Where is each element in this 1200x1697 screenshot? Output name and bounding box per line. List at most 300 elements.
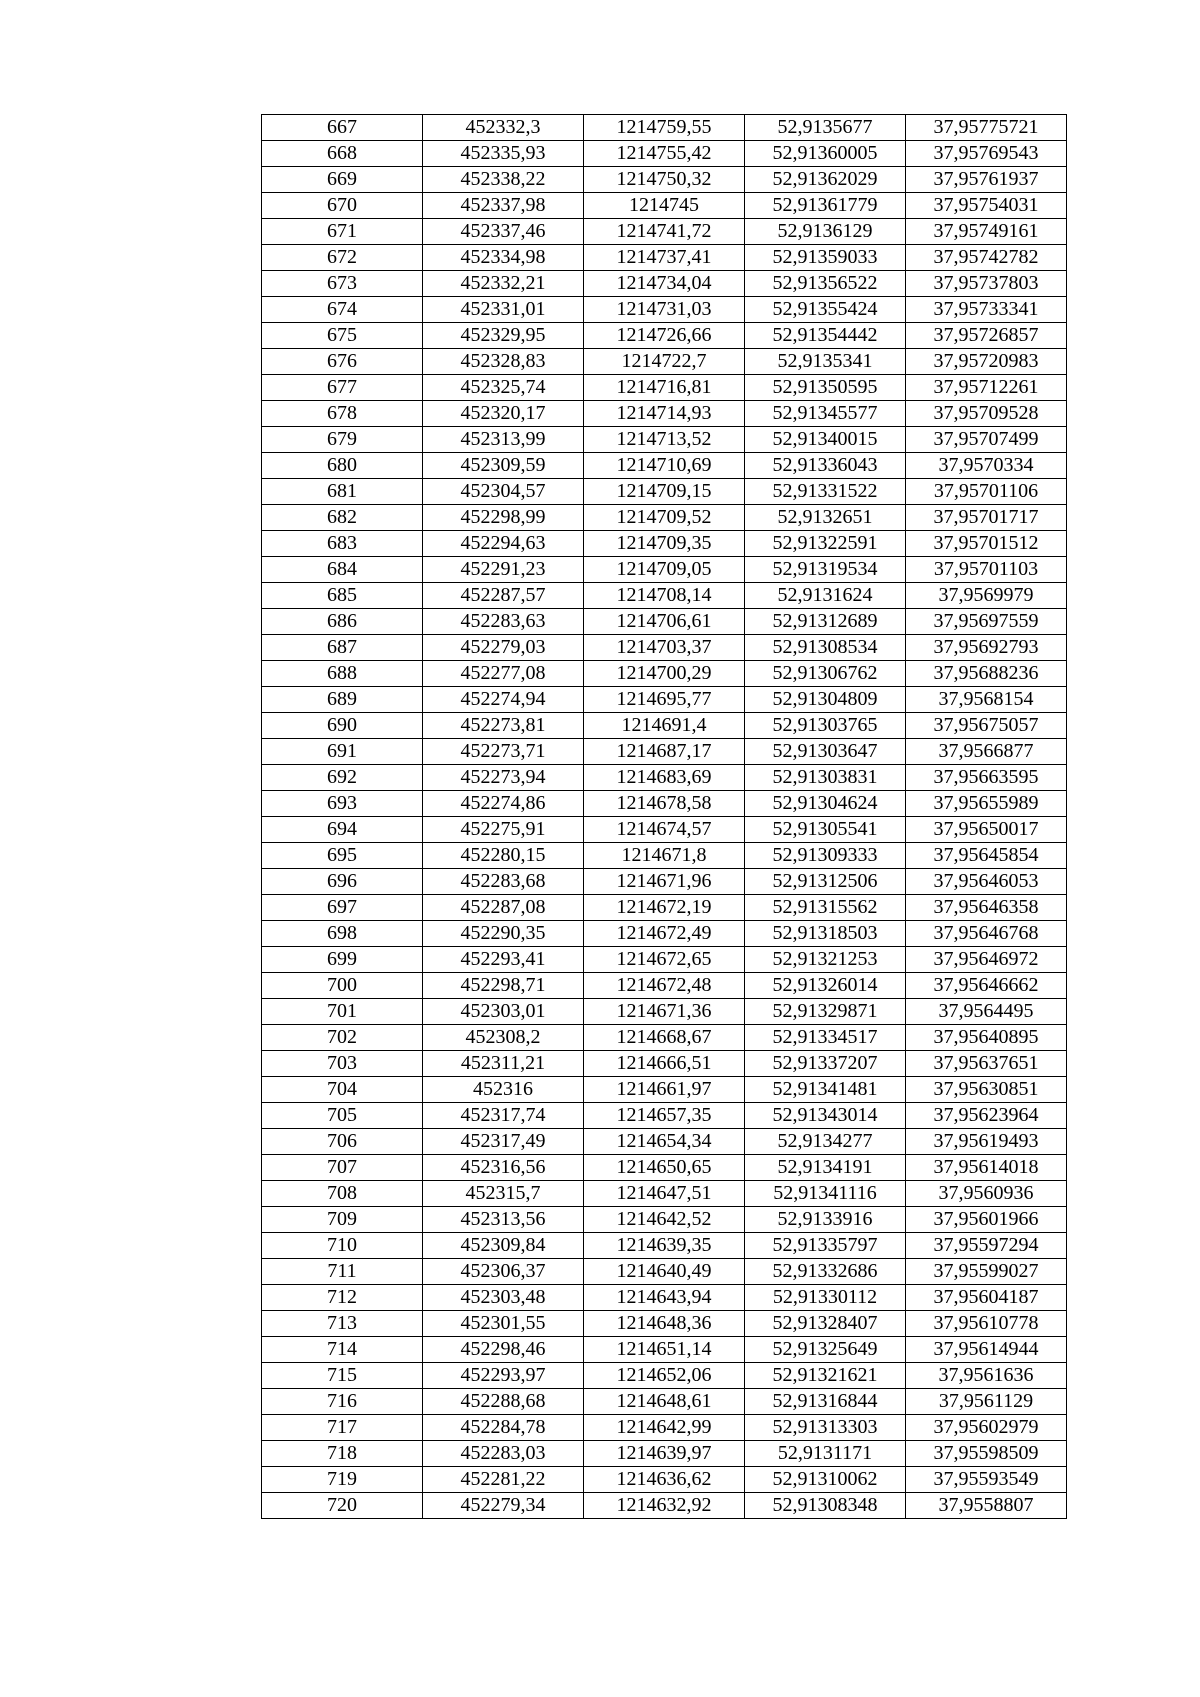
point-number-cell: 694 xyxy=(262,817,423,843)
longitude-cell: 37,95650017 xyxy=(906,817,1067,843)
x-coordinate-cell: 452320,17 xyxy=(423,401,584,427)
latitude-cell: 52,91321621 xyxy=(745,1363,906,1389)
y-coordinate-cell: 1214672,48 xyxy=(584,973,745,999)
point-number-cell: 684 xyxy=(262,557,423,583)
x-coordinate-cell: 452274,94 xyxy=(423,687,584,713)
point-number-cell: 678 xyxy=(262,401,423,427)
table-row xyxy=(262,167,1067,193)
x-coordinate-cell: 452311,21 xyxy=(423,1051,584,1077)
longitude-cell: 37,95701106 xyxy=(906,479,1067,505)
y-coordinate-cell: 1214639,35 xyxy=(584,1233,745,1259)
longitude-cell: 37,95645854 xyxy=(906,843,1067,869)
x-coordinate-cell: 452306,37 xyxy=(423,1259,584,1285)
table-row xyxy=(262,583,1067,609)
latitude-cell: 52,91318503 xyxy=(745,921,906,947)
latitude-cell: 52,91306762 xyxy=(745,661,906,687)
latitude-cell: 52,9134277 xyxy=(745,1129,906,1155)
latitude-cell: 52,91341116 xyxy=(745,1181,906,1207)
y-coordinate-cell: 1214643,94 xyxy=(584,1285,745,1311)
table-row xyxy=(262,843,1067,869)
latitude-cell: 52,91341481 xyxy=(745,1077,906,1103)
table-row xyxy=(262,193,1067,219)
y-coordinate-cell: 1214708,14 xyxy=(584,583,745,609)
longitude-cell: 37,9569979 xyxy=(906,583,1067,609)
latitude-cell: 52,91308534 xyxy=(745,635,906,661)
table-row xyxy=(262,323,1067,349)
table-row xyxy=(262,453,1067,479)
latitude-cell: 52,91343014 xyxy=(745,1103,906,1129)
longitude-cell: 37,95601966 xyxy=(906,1207,1067,1233)
point-number-cell: 681 xyxy=(262,479,423,505)
y-coordinate-cell: 1214745 xyxy=(584,193,745,219)
latitude-cell: 52,91336043 xyxy=(745,453,906,479)
point-number-cell: 708 xyxy=(262,1181,423,1207)
point-number-cell: 710 xyxy=(262,1233,423,1259)
y-coordinate-cell: 1214722,7 xyxy=(584,349,745,375)
y-coordinate-cell: 1214713,52 xyxy=(584,427,745,453)
point-number-cell: 699 xyxy=(262,947,423,973)
longitude-cell: 37,95707499 xyxy=(906,427,1067,453)
y-coordinate-cell: 1214671,96 xyxy=(584,869,745,895)
y-coordinate-cell: 1214709,15 xyxy=(584,479,745,505)
longitude-cell: 37,9561129 xyxy=(906,1389,1067,1415)
x-coordinate-cell: 452288,68 xyxy=(423,1389,584,1415)
x-coordinate-cell: 452279,34 xyxy=(423,1493,584,1519)
y-coordinate-cell: 1214709,52 xyxy=(584,505,745,531)
table-row xyxy=(262,921,1067,947)
table-row xyxy=(262,297,1067,323)
y-coordinate-cell: 1214672,19 xyxy=(584,895,745,921)
x-coordinate-cell: 452315,7 xyxy=(423,1181,584,1207)
latitude-cell: 52,91303765 xyxy=(745,713,906,739)
longitude-cell: 37,95737803 xyxy=(906,271,1067,297)
latitude-cell: 52,91312506 xyxy=(745,869,906,895)
point-number-cell: 707 xyxy=(262,1155,423,1181)
y-coordinate-cell: 1214709,05 xyxy=(584,557,745,583)
latitude-cell: 52,91305541 xyxy=(745,817,906,843)
point-number-cell: 703 xyxy=(262,1051,423,1077)
point-number-cell: 714 xyxy=(262,1337,423,1363)
latitude-cell: 52,91361779 xyxy=(745,193,906,219)
latitude-cell: 52,9135341 xyxy=(745,349,906,375)
longitude-cell: 37,95646662 xyxy=(906,973,1067,999)
x-coordinate-cell: 452291,23 xyxy=(423,557,584,583)
y-coordinate-cell: 1214726,66 xyxy=(584,323,745,349)
longitude-cell: 37,95709528 xyxy=(906,401,1067,427)
point-number-cell: 669 xyxy=(262,167,423,193)
latitude-cell: 52,91316844 xyxy=(745,1389,906,1415)
latitude-cell: 52,9136129 xyxy=(745,219,906,245)
point-number-cell: 704 xyxy=(262,1077,423,1103)
y-coordinate-cell: 1214648,61 xyxy=(584,1389,745,1415)
table-row xyxy=(262,1415,1067,1441)
point-number-cell: 713 xyxy=(262,1311,423,1337)
table-row xyxy=(262,1025,1067,1051)
table-row xyxy=(262,765,1067,791)
y-coordinate-cell: 1214741,72 xyxy=(584,219,745,245)
x-coordinate-cell: 452313,99 xyxy=(423,427,584,453)
point-number-cell: 715 xyxy=(262,1363,423,1389)
point-number-cell: 674 xyxy=(262,297,423,323)
latitude-cell: 52,91303831 xyxy=(745,765,906,791)
x-coordinate-cell: 452273,71 xyxy=(423,739,584,765)
longitude-cell: 37,95646768 xyxy=(906,921,1067,947)
y-coordinate-cell: 1214657,35 xyxy=(584,1103,745,1129)
table-row xyxy=(262,1285,1067,1311)
point-number-cell: 720 xyxy=(262,1493,423,1519)
x-coordinate-cell: 452279,03 xyxy=(423,635,584,661)
x-coordinate-cell: 452283,03 xyxy=(423,1441,584,1467)
longitude-cell: 37,95726857 xyxy=(906,323,1067,349)
point-number-cell: 705 xyxy=(262,1103,423,1129)
point-number-cell: 685 xyxy=(262,583,423,609)
table-row xyxy=(262,947,1067,973)
point-number-cell: 689 xyxy=(262,687,423,713)
y-coordinate-cell: 1214639,97 xyxy=(584,1441,745,1467)
longitude-cell: 37,95602979 xyxy=(906,1415,1067,1441)
y-coordinate-cell: 1214647,51 xyxy=(584,1181,745,1207)
y-coordinate-cell: 1214683,69 xyxy=(584,765,745,791)
x-coordinate-cell: 452274,86 xyxy=(423,791,584,817)
point-number-cell: 701 xyxy=(262,999,423,1025)
x-coordinate-cell: 452317,49 xyxy=(423,1129,584,1155)
table-row xyxy=(262,1129,1067,1155)
latitude-cell: 52,91329871 xyxy=(745,999,906,1025)
y-coordinate-cell: 1214661,97 xyxy=(584,1077,745,1103)
table-row xyxy=(262,557,1067,583)
table-row xyxy=(262,479,1067,505)
longitude-cell: 37,95720983 xyxy=(906,349,1067,375)
longitude-cell: 37,9558807 xyxy=(906,1493,1067,1519)
latitude-cell: 52,9131171 xyxy=(745,1441,906,1467)
x-coordinate-cell: 452283,63 xyxy=(423,609,584,635)
longitude-cell: 37,95593549 xyxy=(906,1467,1067,1493)
table-row xyxy=(262,375,1067,401)
x-coordinate-cell: 452329,95 xyxy=(423,323,584,349)
x-coordinate-cell: 452275,91 xyxy=(423,817,584,843)
longitude-cell: 37,95623964 xyxy=(906,1103,1067,1129)
x-coordinate-cell: 452301,55 xyxy=(423,1311,584,1337)
x-coordinate-cell: 452309,59 xyxy=(423,453,584,479)
x-coordinate-cell: 452283,68 xyxy=(423,869,584,895)
latitude-cell: 52,9133916 xyxy=(745,1207,906,1233)
x-coordinate-cell: 452304,57 xyxy=(423,479,584,505)
x-coordinate-cell: 452338,22 xyxy=(423,167,584,193)
y-coordinate-cell: 1214734,04 xyxy=(584,271,745,297)
x-coordinate-cell: 452328,83 xyxy=(423,349,584,375)
latitude-cell: 52,91319534 xyxy=(745,557,906,583)
latitude-cell: 52,91308348 xyxy=(745,1493,906,1519)
x-coordinate-cell: 452293,97 xyxy=(423,1363,584,1389)
latitude-cell: 52,91345577 xyxy=(745,401,906,427)
longitude-cell: 37,95733341 xyxy=(906,297,1067,323)
longitude-cell: 37,95604187 xyxy=(906,1285,1067,1311)
table-row xyxy=(262,661,1067,687)
point-number-cell: 682 xyxy=(262,505,423,531)
longitude-cell: 37,95630851 xyxy=(906,1077,1067,1103)
longitude-cell: 37,95655989 xyxy=(906,791,1067,817)
y-coordinate-cell: 1214709,35 xyxy=(584,531,745,557)
latitude-cell: 52,91310062 xyxy=(745,1467,906,1493)
longitude-cell: 37,95697559 xyxy=(906,609,1067,635)
longitude-cell: 37,95701103 xyxy=(906,557,1067,583)
point-number-cell: 672 xyxy=(262,245,423,271)
point-number-cell: 679 xyxy=(262,427,423,453)
y-coordinate-cell: 1214750,32 xyxy=(584,167,745,193)
longitude-cell: 37,95775721 xyxy=(906,115,1067,141)
point-number-cell: 711 xyxy=(262,1259,423,1285)
latitude-cell: 52,91328407 xyxy=(745,1311,906,1337)
x-coordinate-cell: 452298,46 xyxy=(423,1337,584,1363)
x-coordinate-cell: 452317,74 xyxy=(423,1103,584,1129)
y-coordinate-cell: 1214755,42 xyxy=(584,141,745,167)
latitude-cell: 52,91350595 xyxy=(745,375,906,401)
point-number-cell: 702 xyxy=(262,1025,423,1051)
y-coordinate-cell: 1214672,65 xyxy=(584,947,745,973)
y-coordinate-cell: 1214642,99 xyxy=(584,1415,745,1441)
table-row xyxy=(262,687,1067,713)
latitude-cell: 52,91315562 xyxy=(745,895,906,921)
y-coordinate-cell: 1214678,58 xyxy=(584,791,745,817)
longitude-cell: 37,95692793 xyxy=(906,635,1067,661)
longitude-cell: 37,95749161 xyxy=(906,219,1067,245)
table-row xyxy=(262,1467,1067,1493)
y-coordinate-cell: 1214651,14 xyxy=(584,1337,745,1363)
table-row xyxy=(262,739,1067,765)
y-coordinate-cell: 1214703,37 xyxy=(584,635,745,661)
x-coordinate-cell: 452273,81 xyxy=(423,713,584,739)
coordinates-table xyxy=(261,114,1067,1519)
point-number-cell: 709 xyxy=(262,1207,423,1233)
point-number-cell: 675 xyxy=(262,323,423,349)
table-row xyxy=(262,791,1067,817)
point-number-cell: 695 xyxy=(262,843,423,869)
table-row xyxy=(262,1363,1067,1389)
latitude-cell: 52,91326014 xyxy=(745,973,906,999)
longitude-cell: 37,95675057 xyxy=(906,713,1067,739)
latitude-cell: 52,91359033 xyxy=(745,245,906,271)
table-row xyxy=(262,505,1067,531)
x-coordinate-cell: 452316,56 xyxy=(423,1155,584,1181)
y-coordinate-cell: 1214687,17 xyxy=(584,739,745,765)
table-row xyxy=(262,1389,1067,1415)
longitude-cell: 37,95614944 xyxy=(906,1337,1067,1363)
x-coordinate-cell: 452303,01 xyxy=(423,999,584,1025)
longitude-cell: 37,95646358 xyxy=(906,895,1067,921)
latitude-cell: 52,91356522 xyxy=(745,271,906,297)
x-coordinate-cell: 452298,71 xyxy=(423,973,584,999)
latitude-cell: 52,91332686 xyxy=(745,1259,906,1285)
table-row xyxy=(262,1103,1067,1129)
x-coordinate-cell: 452287,57 xyxy=(423,583,584,609)
longitude-cell: 37,95754031 xyxy=(906,193,1067,219)
x-coordinate-cell: 452290,35 xyxy=(423,921,584,947)
point-number-cell: 668 xyxy=(262,141,423,167)
coordinates-table-body xyxy=(262,115,1067,1519)
longitude-cell: 37,9564495 xyxy=(906,999,1067,1025)
latitude-cell: 52,91304809 xyxy=(745,687,906,713)
y-coordinate-cell: 1214714,93 xyxy=(584,401,745,427)
point-number-cell: 716 xyxy=(262,1389,423,1415)
y-coordinate-cell: 1214642,52 xyxy=(584,1207,745,1233)
table-row xyxy=(262,1311,1067,1337)
latitude-cell: 52,91337207 xyxy=(745,1051,906,1077)
point-number-cell: 687 xyxy=(262,635,423,661)
table-row xyxy=(262,1233,1067,1259)
table-row xyxy=(262,531,1067,557)
x-coordinate-cell: 452309,84 xyxy=(423,1233,584,1259)
longitude-cell: 37,9568154 xyxy=(906,687,1067,713)
y-coordinate-cell: 1214654,34 xyxy=(584,1129,745,1155)
table-row xyxy=(262,245,1067,271)
x-coordinate-cell: 452313,56 xyxy=(423,1207,584,1233)
point-number-cell: 696 xyxy=(262,869,423,895)
x-coordinate-cell: 452273,94 xyxy=(423,765,584,791)
longitude-cell: 37,95640895 xyxy=(906,1025,1067,1051)
x-coordinate-cell: 452293,41 xyxy=(423,947,584,973)
table-row xyxy=(262,973,1067,999)
point-number-cell: 698 xyxy=(262,921,423,947)
latitude-cell: 52,9135677 xyxy=(745,115,906,141)
latitude-cell: 52,9132651 xyxy=(745,505,906,531)
x-coordinate-cell: 452335,93 xyxy=(423,141,584,167)
y-coordinate-cell: 1214648,36 xyxy=(584,1311,745,1337)
table-row xyxy=(262,401,1067,427)
y-coordinate-cell: 1214668,67 xyxy=(584,1025,745,1051)
latitude-cell: 52,9134191 xyxy=(745,1155,906,1181)
longitude-cell: 37,95646053 xyxy=(906,869,1067,895)
longitude-cell: 37,95619493 xyxy=(906,1129,1067,1155)
table-row xyxy=(262,713,1067,739)
point-number-cell: 680 xyxy=(262,453,423,479)
table-row xyxy=(262,609,1067,635)
y-coordinate-cell: 1214666,51 xyxy=(584,1051,745,1077)
x-coordinate-cell: 452337,98 xyxy=(423,193,584,219)
x-coordinate-cell: 452284,78 xyxy=(423,1415,584,1441)
point-number-cell: 667 xyxy=(262,115,423,141)
latitude-cell: 52,91354442 xyxy=(745,323,906,349)
table-row xyxy=(262,999,1067,1025)
longitude-cell: 37,9561636 xyxy=(906,1363,1067,1389)
point-number-cell: 686 xyxy=(262,609,423,635)
latitude-cell: 52,91304624 xyxy=(745,791,906,817)
point-number-cell: 670 xyxy=(262,193,423,219)
y-coordinate-cell: 1214691,4 xyxy=(584,713,745,739)
table-row xyxy=(262,1259,1067,1285)
longitude-cell: 37,95688236 xyxy=(906,661,1067,687)
table-row xyxy=(262,1155,1067,1181)
point-number-cell: 673 xyxy=(262,271,423,297)
y-coordinate-cell: 1214700,29 xyxy=(584,661,745,687)
point-number-cell: 683 xyxy=(262,531,423,557)
latitude-cell: 52,91313303 xyxy=(745,1415,906,1441)
latitude-cell: 52,91321253 xyxy=(745,947,906,973)
y-coordinate-cell: 1214672,49 xyxy=(584,921,745,947)
latitude-cell: 52,91309333 xyxy=(745,843,906,869)
latitude-cell: 52,91355424 xyxy=(745,297,906,323)
point-number-cell: 706 xyxy=(262,1129,423,1155)
latitude-cell: 52,91322591 xyxy=(745,531,906,557)
table-row xyxy=(262,349,1067,375)
y-coordinate-cell: 1214716,81 xyxy=(584,375,745,401)
table-row xyxy=(262,817,1067,843)
longitude-cell: 37,95598509 xyxy=(906,1441,1067,1467)
y-coordinate-cell: 1214640,49 xyxy=(584,1259,745,1285)
x-coordinate-cell: 452332,3 xyxy=(423,115,584,141)
longitude-cell: 37,95742782 xyxy=(906,245,1067,271)
table-row xyxy=(262,895,1067,921)
table-row xyxy=(262,1051,1067,1077)
latitude-cell: 52,91331522 xyxy=(745,479,906,505)
point-number-cell: 690 xyxy=(262,713,423,739)
latitude-cell: 52,91362029 xyxy=(745,167,906,193)
y-coordinate-cell: 1214671,36 xyxy=(584,999,745,1025)
latitude-cell: 52,91334517 xyxy=(745,1025,906,1051)
table-row xyxy=(262,1441,1067,1467)
latitude-cell: 52,91335797 xyxy=(745,1233,906,1259)
longitude-cell: 37,95701512 xyxy=(906,531,1067,557)
point-number-cell: 688 xyxy=(262,661,423,687)
latitude-cell: 52,91303647 xyxy=(745,739,906,765)
longitude-cell: 37,95712261 xyxy=(906,375,1067,401)
longitude-cell: 37,95610778 xyxy=(906,1311,1067,1337)
latitude-cell: 52,91325649 xyxy=(745,1337,906,1363)
latitude-cell: 52,9131624 xyxy=(745,583,906,609)
x-coordinate-cell: 452294,63 xyxy=(423,531,584,557)
y-coordinate-cell: 1214731,03 xyxy=(584,297,745,323)
table-row xyxy=(262,1077,1067,1103)
y-coordinate-cell: 1214652,06 xyxy=(584,1363,745,1389)
longitude-cell: 37,95646972 xyxy=(906,947,1067,973)
table-row xyxy=(262,271,1067,297)
x-coordinate-cell: 452316 xyxy=(423,1077,584,1103)
y-coordinate-cell: 1214759,55 xyxy=(584,115,745,141)
point-number-cell: 719 xyxy=(262,1467,423,1493)
longitude-cell: 37,9570334 xyxy=(906,453,1067,479)
point-number-cell: 717 xyxy=(262,1415,423,1441)
table-row xyxy=(262,1493,1067,1519)
table-row xyxy=(262,427,1067,453)
longitude-cell: 37,95637651 xyxy=(906,1051,1067,1077)
y-coordinate-cell: 1214737,41 xyxy=(584,245,745,271)
table-row xyxy=(262,635,1067,661)
longitude-cell: 37,95599027 xyxy=(906,1259,1067,1285)
x-coordinate-cell: 452332,21 xyxy=(423,271,584,297)
longitude-cell: 37,95597294 xyxy=(906,1233,1067,1259)
x-coordinate-cell: 452298,99 xyxy=(423,505,584,531)
longitude-cell: 37,9560936 xyxy=(906,1181,1067,1207)
longitude-cell: 37,95761937 xyxy=(906,167,1067,193)
point-number-cell: 697 xyxy=(262,895,423,921)
x-coordinate-cell: 452334,98 xyxy=(423,245,584,271)
point-number-cell: 718 xyxy=(262,1441,423,1467)
table-row xyxy=(262,115,1067,141)
x-coordinate-cell: 452337,46 xyxy=(423,219,584,245)
x-coordinate-cell: 452281,22 xyxy=(423,1467,584,1493)
table-row xyxy=(262,219,1067,245)
y-coordinate-cell: 1214695,77 xyxy=(584,687,745,713)
point-number-cell: 691 xyxy=(262,739,423,765)
point-number-cell: 712 xyxy=(262,1285,423,1311)
x-coordinate-cell: 452325,74 xyxy=(423,375,584,401)
longitude-cell: 37,95701717 xyxy=(906,505,1067,531)
y-coordinate-cell: 1214706,61 xyxy=(584,609,745,635)
point-number-cell: 671 xyxy=(262,219,423,245)
x-coordinate-cell: 452303,48 xyxy=(423,1285,584,1311)
table-row xyxy=(262,1181,1067,1207)
longitude-cell: 37,95663595 xyxy=(906,765,1067,791)
latitude-cell: 52,91312689 xyxy=(745,609,906,635)
